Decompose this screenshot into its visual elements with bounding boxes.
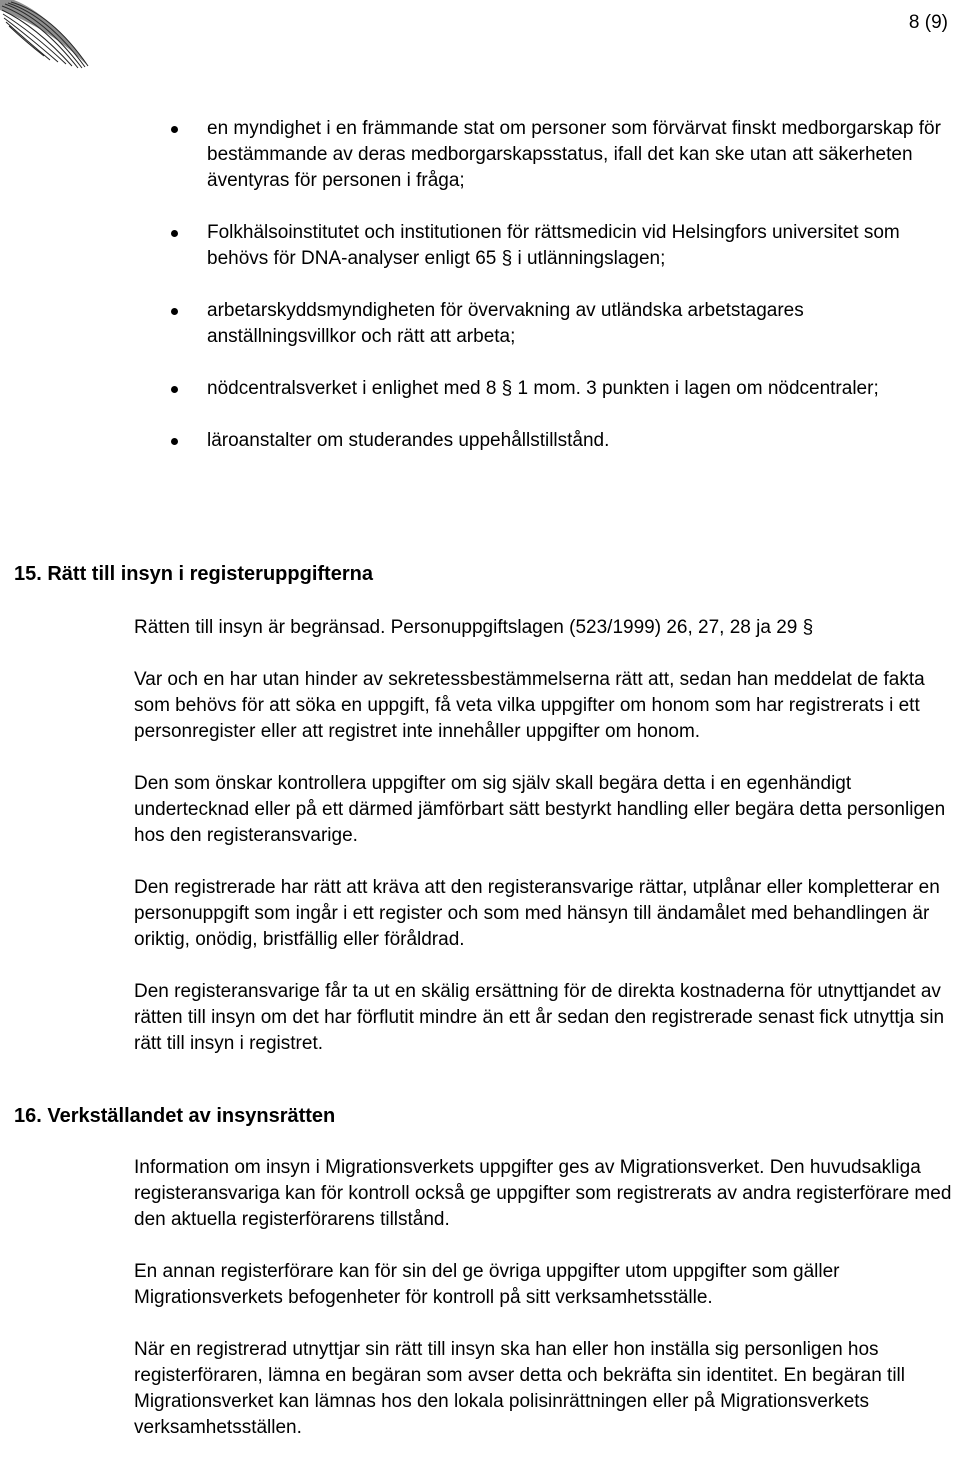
section-16-heading: 16. Verkställandet av insynsrätten (14, 1105, 336, 1127)
bullet-list (0, 116, 960, 480)
bullet-icon (171, 230, 178, 237)
section-15-paragraph: Den registeransvarige får ta ut en skälig ersättning för de direkta kostnaderna för utnyttjandet av rätten till insyn om det har förflutit mindre än ett år sedan den registrerade senast fick utnyttja sin rätt till insyn i registret. (134, 981, 945, 1054)
section-15-paragraph: Den som önskar kontrollera uppgifter om sig själv skall begära detta i en egenhändigt undertecknad eller på ett därmed jämförbart sätt bestyrkt handling eller begära detta personligen hos den registeransvarige. (134, 773, 946, 846)
list-item-text: Folkhälsoinstitutet och institutionen för rättsmedicin vid Helsingfors universitet som behövs för DNA-analyser enligt 65 § i utlänningslagen; (207, 222, 900, 269)
section-16-body (134, 1155, 952, 1467)
section-15-paragraph: Den registrerade har rätt att kräva att den registeransvarige rättar, utplånar eller kompletterar en personuppgift som ingår i ett register och som med hänsyn till ändamålet med behandlingen är oriktig, onödig, bristfällig eller föråldrad. (134, 877, 940, 950)
section-16-paragraph: En annan registerförare kan för sin del ge övriga uppgifter utom uppgifter som gäller Migrationsverkets befogenheter för kontroll på sitt verksamhetsställe. (134, 1261, 840, 1308)
section-15-paragraph-text: Rätten till insyn är begränsad. Personuppgiftslagen (523/1999) 26, 27, 28 ja 29 (134, 617, 803, 638)
bullet-icon (171, 386, 178, 393)
list-item-text: en myndighet i en främmande stat om personer som förvärvat finskt medborgarskap för bestämmande av deras medborgarskapsstatus, ifall det kan ske utan att säkerheten äventyras för personen i fråga; (207, 118, 941, 191)
wing-logo-icon (0, 0, 90, 72)
list-item-text: läroanstalter om studerandes uppehållstillstånd. (207, 430, 610, 451)
list-item (0, 376, 960, 402)
list-item (0, 220, 960, 272)
page-number: 8 (9) (908, 12, 948, 33)
bullet-icon (171, 126, 178, 133)
section-16-paragraph: När en registrerad utnyttjar sin rätt till insyn ska han eller hon inställa sig personligen hos registerföraren, lämna en begäran som avser detta och bekräfta sin identitet. En begäran till Migrationsverket kan lämnas hos den lokala polisinrättningen eller på Migrationsverkets verksamhetsställen. (134, 1339, 905, 1438)
list-item-text: nödcentralsverket i enlighet med 8 § 1 mom. 3 punkten i lagen om nödcentraler; (207, 378, 879, 399)
bullet-icon (171, 438, 178, 445)
list-item-text: arbetarskyddsmyndigheten för övervakning av utländska arbetstagares anställningsvillkor och rätt att arbeta; (207, 300, 804, 347)
section-15-paragraph: Var och en har utan hinder av sekretessbestämmelserna rätt att, sedan han meddelat de fakta som behövs för att söka en uppgift, få veta vilka uppgifter om honom som har registrerats i ett personregister eller att registret inte innehåller uppgifter om honom. (134, 669, 925, 742)
list-item (0, 298, 960, 350)
section-16-paragraph: Information om insyn i Migrationsverkets uppgifter ges av Migrationsverket. Den huvudsakliga registeransvariga kan för kontroll också ge uppgifter som registrerats av andra registerförare med den aktuella registerförarens tillstånd. (134, 1157, 952, 1230)
list-item (0, 116, 960, 194)
bullet-icon (171, 308, 178, 315)
section-15-body (134, 615, 952, 1083)
section-15-heading: 15. Rätt till insyn i registeruppgifterna (14, 563, 373, 585)
section-sign: § (802, 617, 814, 638)
section-15-paragraph (134, 615, 952, 641)
list-item (0, 428, 960, 454)
